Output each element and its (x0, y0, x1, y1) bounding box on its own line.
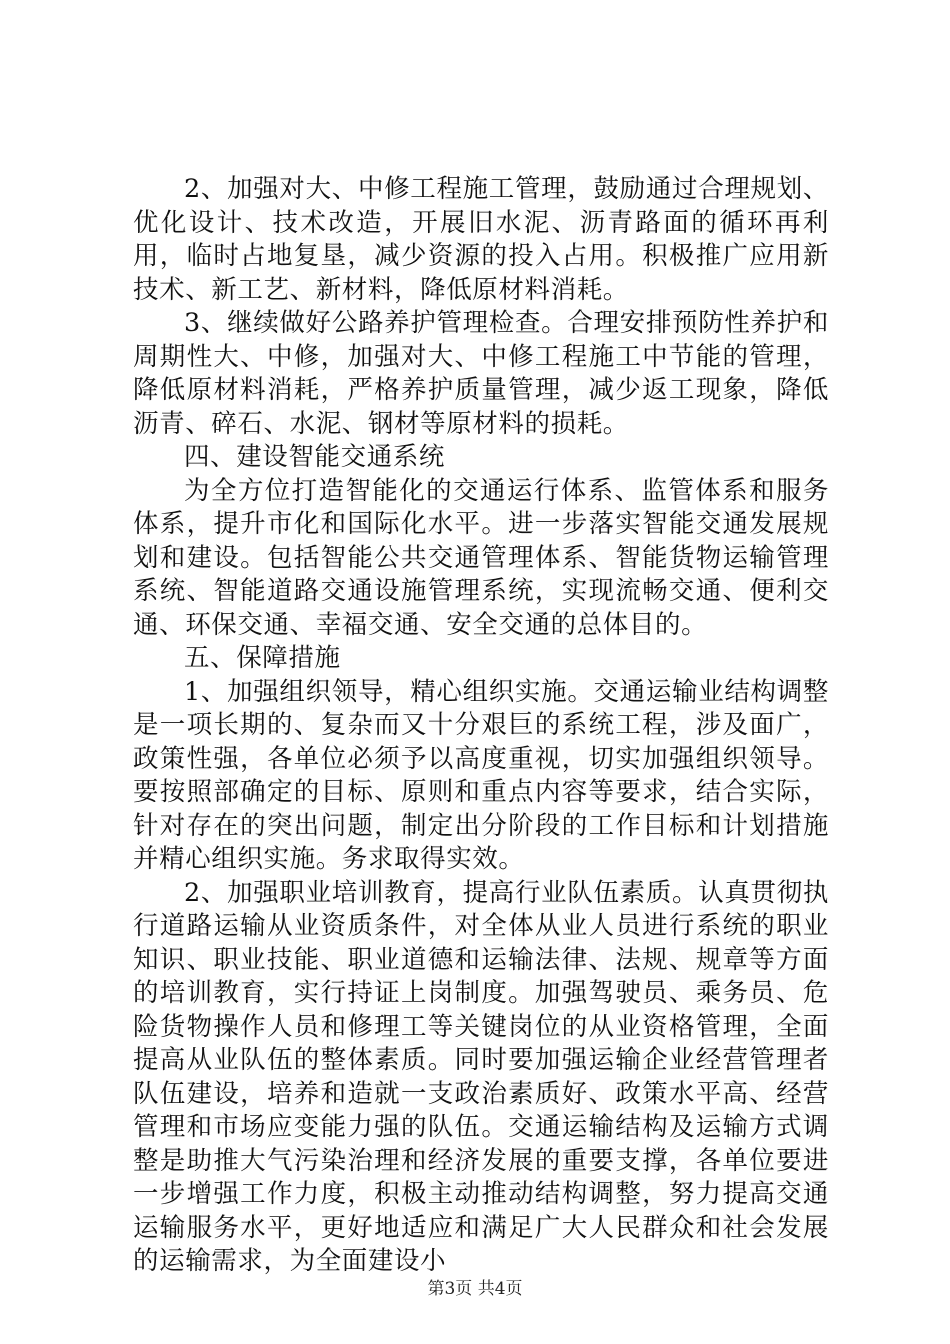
paragraph-1: 2、加强对大、中修工程施工管理，鼓励通过合理规划、优化设计、技术改造，开展旧水泥、沥青路面的循环再利用，临时占地复垦，减少资源的投入占用。积极推广应用新技术、新工艺、新材料，降低原材料消耗。 (133, 174, 829, 305)
paragraph-2: 3、继续做好公路养护管理检查。合理安排预防性养护和周期性大、中修，加强对大、中修工程施工中节能的管理，降低原材料消耗，严格养护质量管理，减少返工现象，降低沥青、碎石、水泥、钢材等原材料的损耗。 (133, 308, 829, 439)
section-heading-4: 四、建设智能交通系统 (184, 442, 446, 472)
page-footer: 第3页 共4页 (427, 1279, 523, 1299)
paragraph-4: 1、加强组织领导，精心组织实施。交通运输业结构调整是一项长期的、复杂而又十分艰巨的系统工程，涉及面广，政策性强，各单位必须予以高度重视，切实加强组织领导。要按照部确定的目标、原则和重点内容等要求，结合实际，针对存在的突出问题，制定出分阶段的工作目标和计划措施并精心组织实施。务求取得实效。 (133, 676, 829, 874)
paragraph-3: 为全方位打造智能化的交通运行体系、监管体系和服务体系，提升市化和国际化水平。进一步落实智能交通发展规划和建设。包括智能公共交通管理体系、智能货物运输管理系统、智能道路交通设施管理系统，实现流畅交通、便利交通、环保交通、幸福交通、安全交通的总体目的。 (133, 475, 829, 640)
document-body (133, 173, 829, 1279)
paragraph-5: 2、加强职业培训教育，提高行业队伍素质。认真贯彻执行道路运输从业资质条件，对全体从业人员进行系统的职业知识、职业技能、职业道德和运输法律、法规、规章等方面的培训教育，实行持证上岗制度。加强驾驶员、乘务员、危险货物操作人员和修理工等关键岗位的从业资格管理，全面提高从业队伍的整体素质。同时要加强运输企业经营管理者队伍建设，培养和造就一支政治素质好、政策水平高、经营管理和市场应变能力强的队伍。交通运输结构及运输方式调整是助推大气污染治理和经济发展的重要支撑，各单位要进一步增强工作力度，积极主动推动结构调整，努力提高交通运输服务水平，更好地适应和满足广大人民群众和社会发展的运输需求，为全面建设小 (133, 877, 829, 1276)
section-heading-5: 五、保障措施 (184, 643, 341, 673)
